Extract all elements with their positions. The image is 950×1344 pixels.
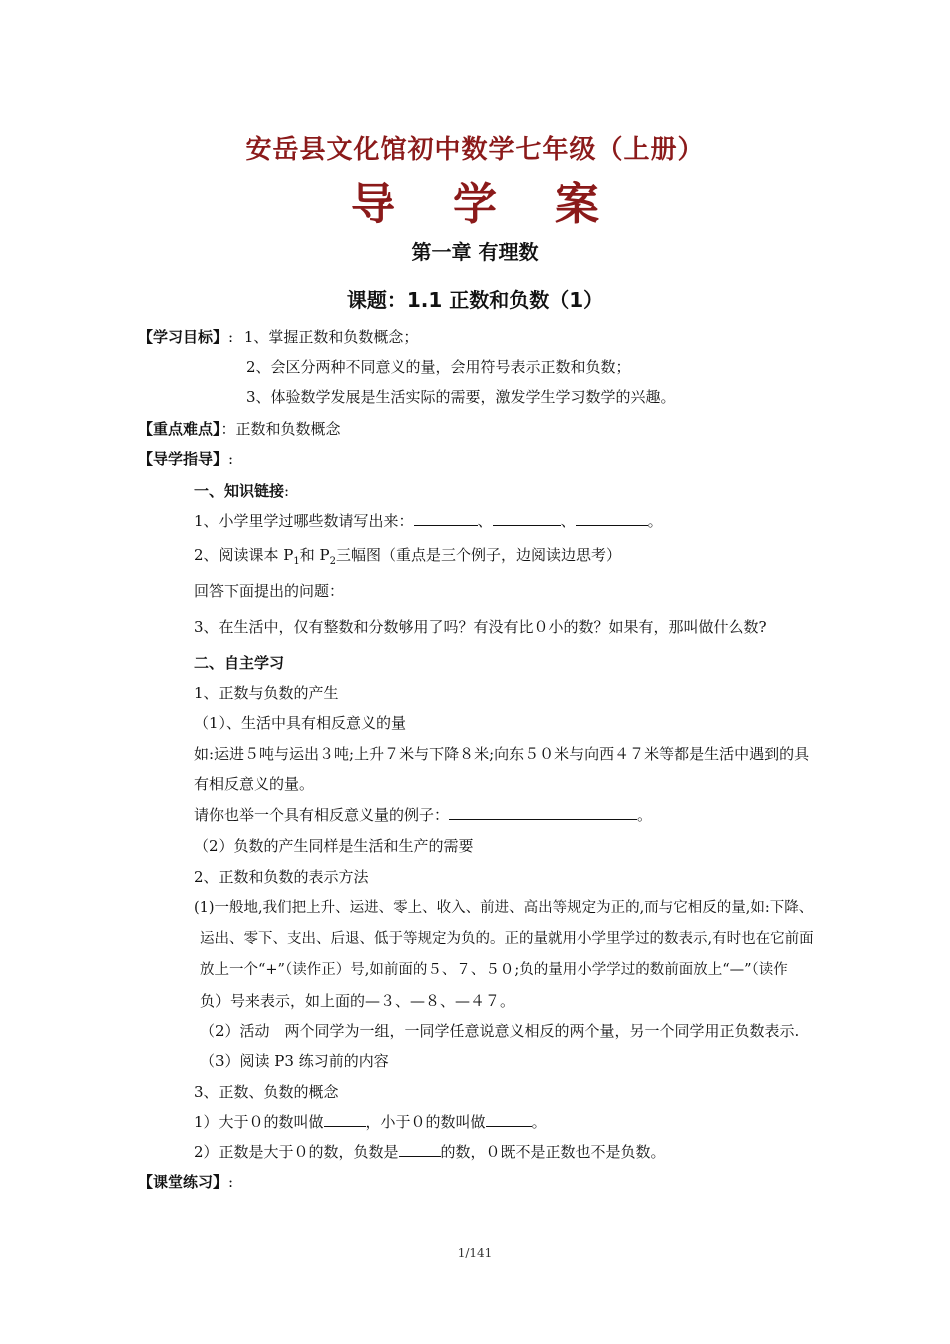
practice-label: 【课堂练习】	[138, 1173, 229, 1191]
answer-prompt: 回答下面提出的问题：	[194, 582, 345, 600]
question-1-end: 。	[647, 512, 663, 530]
concept-q1-part-c: 。	[531, 1113, 547, 1131]
concept-blank-3[interactable]	[399, 1142, 441, 1157]
question-2-sub-1: 1	[293, 556, 300, 567]
goals-row	[138, 326, 418, 348]
goals-sep: :	[228, 328, 234, 346]
chapter-title: 第一章 有理数	[411, 240, 539, 264]
example-prompt: 请你也举一个具有相反意义量的例子：	[194, 806, 450, 824]
goal-item-3: 3、体验数学发展是生活实际的需要，激发学生学习数学的兴趣。	[246, 388, 676, 406]
example-prompt-row	[194, 804, 652, 826]
key-points-label: 【重点难点】	[138, 420, 221, 438]
goal-item-1: 1、掌握正数和负数概念；	[243, 328, 419, 346]
question-2-sub-2: 2	[329, 556, 337, 567]
guide-sep: :	[228, 450, 234, 468]
example-end: 。	[637, 806, 653, 824]
question-2-part-c: 三幅图（重点是三个例子，边阅读边思考）	[336, 546, 622, 564]
section1-sep: :	[284, 482, 290, 500]
question-1-sep-1: 、	[477, 512, 493, 530]
answer-blank-3[interactable]	[576, 511, 648, 526]
question-1	[194, 510, 663, 532]
section1-heading-row	[194, 480, 289, 502]
question-2-part-b: 和 P	[299, 546, 330, 564]
section2-para-10: 放上一个“+”（读作正）号,如前面的５、７、５０;负的量用小学学过的数前面放上“—”（读作	[200, 962, 788, 978]
question-2-part-a: 2、阅读课本 P	[194, 546, 294, 564]
key-points-row	[138, 418, 341, 440]
question-1-sep-2: 、	[560, 512, 576, 530]
guide-row	[138, 448, 233, 470]
section2-para-1: 1、正数与负数的产生	[194, 684, 339, 702]
concept-q2-part-a: 2）正数是大于０的数，负数是	[194, 1143, 399, 1161]
answer-blank-1[interactable]	[414, 511, 478, 526]
document-org-title: 安岳县文化馆初中数学七年级（上册）	[245, 135, 705, 165]
section2-para-2: （1）、生活中具有相反意义的量	[194, 714, 407, 732]
section2-para-3: 如:运进５吨与运出３吨;上升７米与下降８米;向东５０米与向西４７米等都是生活中遇到的具	[194, 745, 810, 763]
section1-heading: 一、知识链接	[194, 482, 285, 500]
question-1-text: 1、小学里学过哪些数请写出来：	[194, 512, 414, 530]
section2-para-4: 有相反意义的量。	[194, 775, 315, 793]
goals-label: 【学习目标】	[138, 328, 229, 346]
concept-q1-part-a: 1）大于０的数叫做	[194, 1113, 324, 1131]
answer-blank-2[interactable]	[493, 511, 561, 526]
practice-sep: :	[228, 1173, 234, 1191]
section2-para-9: 运出、零下、支出、后退、低于等规定为负的。正的量就用小学里学过的数表示,有时也在它前面	[200, 931, 814, 947]
page-number: 1/141	[457, 1246, 493, 1260]
section2-heading: 二、自主学习	[194, 654, 285, 672]
concept-blank-2[interactable]	[486, 1112, 532, 1127]
section2-para-6: （2）负数的产生同样是生活和生产的需要	[194, 837, 474, 855]
section2-para-8: (1)一般地,我们把上升、运进、零上、收入、前进、高出等规定为正的,而与它相反的量,如:下降、	[194, 900, 814, 916]
example-blank[interactable]	[449, 805, 637, 820]
question-3: 3、在生活中，仅有整数和分数够用了吗？有没有比０小的数？如果有，那叫做什么数?	[194, 618, 767, 636]
key-points-text: ：正数和负数概念	[220, 420, 341, 438]
section2-para-12: （2）活动 两个同学为一组，一同学任意说意义相反的两个量，另一个同学用正负数表示.	[200, 1022, 800, 1040]
guide-label: 【导学指导】	[138, 450, 229, 468]
concept-question-1	[194, 1111, 547, 1133]
practice-row	[138, 1171, 233, 1193]
concept-q1-part-b: ，小于０的数叫做	[365, 1113, 486, 1131]
goal-item-2: 2、会区分两种不同意义的量，会用符号表示正数和负数；	[246, 358, 631, 376]
section2-para-11: 负）号来表示，如上面的—３、—８、—４７。	[200, 992, 516, 1010]
section2-para-13: （3）阅读 P3 练习前的内容	[200, 1052, 389, 1070]
document-type-title: 导学案	[351, 179, 657, 230]
concept-q2-part-b: 的数，０既不是正数也不是负数。	[440, 1143, 666, 1161]
concept-blank-1[interactable]	[324, 1112, 366, 1127]
section2-para-14: 3、正数、负数的概念	[194, 1083, 339, 1101]
lesson-title: 课题：1.1 正数和负数（1）	[346, 288, 604, 312]
concept-question-2	[194, 1141, 666, 1163]
question-2	[194, 544, 621, 566]
section2-para-7: 2、正数和负数的表示方法	[194, 868, 369, 886]
